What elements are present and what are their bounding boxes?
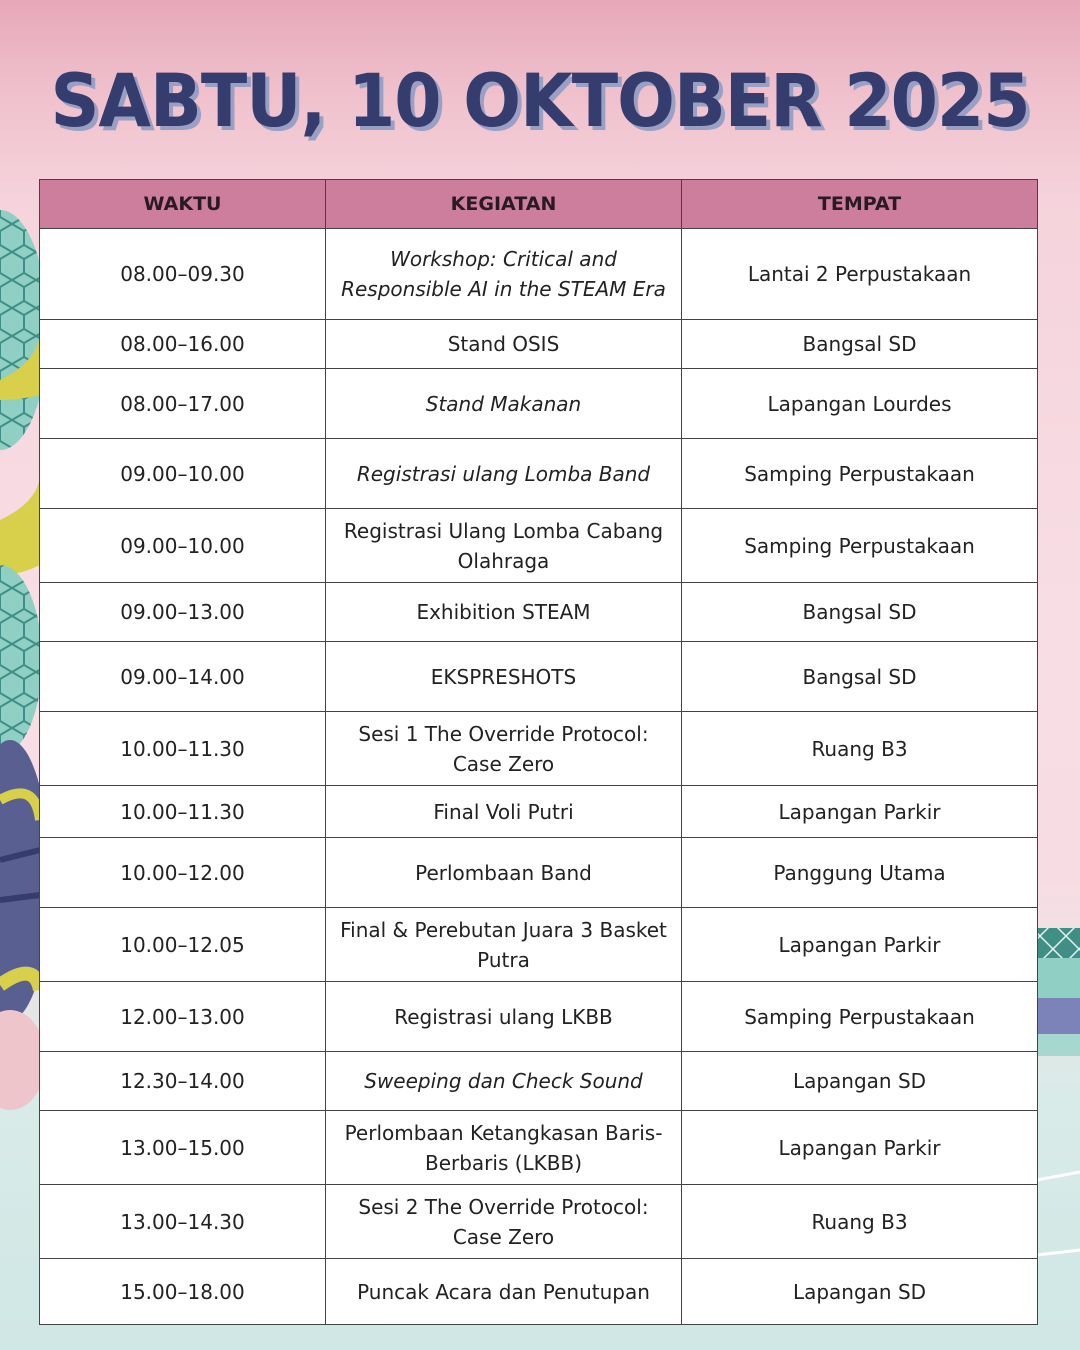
time-cell: 08.00–09.30: [40, 229, 326, 320]
time-cell: 08.00–16.00: [40, 320, 326, 369]
page-title: SABTU, 10 OKTOBER 2025: [50, 58, 1030, 145]
table-row: [40, 509, 1038, 583]
time-cell: 10.00–11.30: [40, 712, 326, 786]
place-cell: Bangsal SD: [682, 583, 1038, 642]
activity-cell: Perlombaan Ketangkasan Baris-Berbaris (LKBB): [326, 1111, 682, 1185]
activity-cell: Final Voli Putri: [326, 786, 682, 838]
time-cell: 09.00–14.00: [40, 642, 326, 712]
place-cell: Bangsal SD: [682, 320, 1038, 369]
activity-cell: Exhibition STEAM: [326, 583, 682, 642]
time-cell: 08.00–17.00: [40, 369, 326, 439]
activity-cell: Registrasi Ulang Lomba Cabang Olahraga: [326, 509, 682, 583]
activity-cell: Final & Perebutan Juara 3 Basket Putra: [326, 908, 682, 982]
table-header-row: [40, 180, 1038, 229]
time-cell: 09.00–13.00: [40, 583, 326, 642]
table-row: [40, 439, 1038, 509]
table-row: [40, 908, 1038, 982]
time-cell: 13.00–14.30: [40, 1185, 326, 1259]
activity-cell: Registrasi ulang Lomba Band: [326, 439, 682, 509]
time-cell: 15.00–18.00: [40, 1259, 326, 1325]
place-cell: Lantai 2 Perpustakaan: [682, 229, 1038, 320]
activity-cell: Stand Makanan: [326, 369, 682, 439]
activity-cell: Perlombaan Band: [326, 838, 682, 908]
table-row: [40, 982, 1038, 1052]
table-row: [40, 712, 1038, 786]
place-cell: Lapangan Parkir: [682, 786, 1038, 838]
table-row: [40, 1111, 1038, 1185]
place-cell: Samping Perpustakaan: [682, 439, 1038, 509]
table-row: [40, 838, 1038, 908]
table-row: [40, 642, 1038, 712]
activity-cell: Puncak Acara dan Penutupan: [326, 1259, 682, 1325]
place-cell: Lapangan SD: [682, 1052, 1038, 1111]
place-cell: Lapangan Parkir: [682, 1111, 1038, 1185]
activity-cell: Registrasi ulang LKBB: [326, 982, 682, 1052]
time-cell: 12.00–13.00: [40, 982, 326, 1052]
place-cell: Ruang B3: [682, 1185, 1038, 1259]
place-cell: Panggung Utama: [682, 838, 1038, 908]
place-cell: Lapangan SD: [682, 1259, 1038, 1325]
activity-cell: EKSPRESHOTS: [326, 642, 682, 712]
header-kegiatan: KEGIATAN: [326, 180, 682, 229]
place-cell: Lapangan Parkir: [682, 908, 1038, 982]
place-cell: Lapangan Lourdes: [682, 369, 1038, 439]
place-cell: Samping Perpustakaan: [682, 509, 1038, 583]
table-row: [40, 583, 1038, 642]
table-row: [40, 1052, 1038, 1111]
schedule-table: [39, 179, 1038, 1325]
court-lines-decoration: [1037, 1172, 1080, 1255]
activity-cell: Sweeping dan Check Sound: [326, 1052, 682, 1111]
table-row: [40, 369, 1038, 439]
time-cell: 09.00–10.00: [40, 509, 326, 583]
time-cell: 10.00–12.00: [40, 838, 326, 908]
place-cell: Samping Perpustakaan: [682, 982, 1038, 1052]
volleyball-net-decoration: [1037, 928, 1080, 1056]
table-row: [40, 1259, 1038, 1325]
activity-cell: Sesi 1 The Override Protocol: Case Zero: [326, 712, 682, 786]
time-cell: 12.30–14.00: [40, 1052, 326, 1111]
table-row: [40, 320, 1038, 369]
place-cell: Bangsal SD: [682, 642, 1038, 712]
table-row: [40, 229, 1038, 320]
time-cell: 10.00–11.30: [40, 786, 326, 838]
header-tempat: TEMPAT: [682, 180, 1038, 229]
time-cell: 10.00–12.05: [40, 908, 326, 982]
activity-cell: Sesi 2 The Override Protocol: Case Zero: [326, 1185, 682, 1259]
place-cell: Ruang B3: [682, 712, 1038, 786]
activity-cell: Workshop: Critical and Responsible AI in the STEAM Era: [326, 229, 682, 320]
table-row: [40, 1185, 1038, 1259]
header-waktu: WAKTU: [40, 180, 326, 229]
time-cell: 09.00–10.00: [40, 439, 326, 509]
time-cell: 13.00–15.00: [40, 1111, 326, 1185]
table-row: [40, 786, 1038, 838]
activity-cell: Stand OSIS: [326, 320, 682, 369]
teal-ball-decoration-middle: [0, 565, 42, 755]
